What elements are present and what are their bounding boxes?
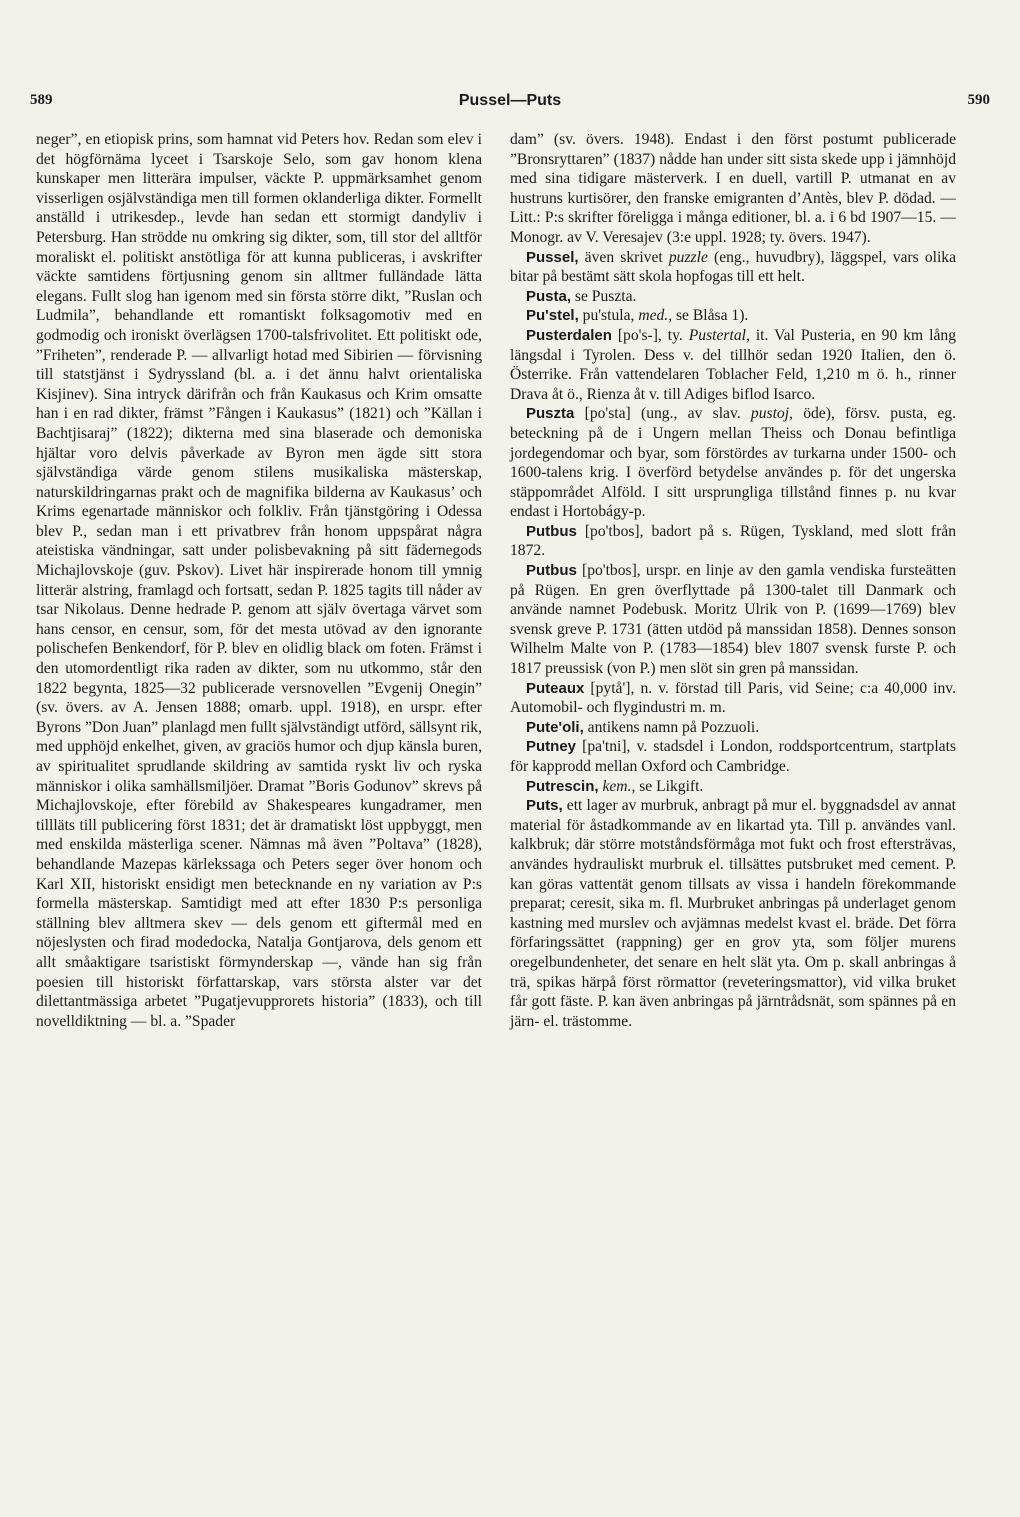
dictionary-entry [510,737,956,776]
entry-headword: Puts, [526,797,563,815]
dictionary-entry [510,306,956,326]
entry-headword: Pute'oli, [526,718,584,736]
entry-headword: Pussel, [526,248,579,266]
dictionary-entry [510,777,956,797]
entry-body: it. Val Pusteria, en 90 km lång längsdal i Tyrolen. Dess v. del tillhör sedan 1920 Italien, den ö. Österrike. Från vattendelaren Toblacher Feld, 1,210 m ö. h., rinner Drava åt ö., Rienza åt v. till Adiges biflod Isarco. [510,326,956,403]
entry-list [510,248,956,1032]
left-column [36,130,482,1031]
page-number-left: 589 [30,92,53,108]
entry-body: [pa'tni], v. stadsdel i London, roddsportcentrum, startplats för kapprodd mellan Oxford och Cambridge. [510,738,956,775]
entry-italic-term: Pustertal, [688,326,750,344]
entry-italic-term: pustoj, [750,405,793,423]
page-title: Pussel—Puts [458,92,562,109]
entry-body: [po'tbos], urspr. en linje av den gamla vendiska fursteätten på Rügen. En gren överflyttade på 1300-talet till Danmark och använde namnet Podebusk. Moritz Ulrik von P. (1699—1769) blev svensk greve P. 1731 (ätten utdöd på manssidan 1858). Dennes sonson Wilhelm Malte von P. (1783—1854) blev 1807 svensk furste P. och 1817 preussisk (von P.) men slöt sin gren på manssidan. [510,562,956,678]
entry-body: se Likgift. [635,777,704,795]
entry-prefix: [po's-], ty. [611,326,689,344]
entry-headword: Puteaux [526,679,585,697]
entry-body: se Blåsa 1). [672,307,749,325]
dictionary-entry [510,326,956,404]
entry-body: öde), försv. pusta, eg. beteckning på de i Ungern mellan Theiss och Donau befintliga jordegendomar och byar, som förstördes av turkarna under 1500- och 1600-talens krig. I överförd betydelse användes p. för det ungerska stäppområdet Alföld. I sitt ursprungliga tillstånd finnes p. nu kvar endast i Hortobágy-p. [510,405,956,521]
entry-body: [pytå'], n. v. förstad till Paris, vid Seine; c:a 40,000 inv. Automobil- och flygindustri m. m. [510,679,956,717]
entry-headword: Pu'stel, [526,307,579,325]
entry-headword: Putbus [526,522,577,540]
pushkin-article-text: neger”, en etiopisk prins, som hamnat vid Peters hov. Redan som elev i det högförnäma lyceet i Tsarskoje Selo, som gav honom klena kunskaper men litterära impulser, väckte P. uppmärksamhet genom visserligen osjälvständiga men till formen oklanderliga dikter. Formellt anställd i utrikesdep., levde han sedan ett stormigt dandyliv i Petersburg. Han strödde nu omkring sig dikter, som, till stor del alltför moraliskt el. politiskt anstötliga för att kunna publiceras, i avskrifter väckte samtidens förtjusning genom sin alltmer fulländade lätta elegans. Fullt slog han igenom med sin första större dikt, ”Ruslan och Ludmila”, behandlande ett romantiskt folksagomotiv med en godmodig och ironiskt överlägsen 1700-talsfrivolitet. Ett politiskt ode, ”Friheten”, renderade P. — allvarligt hotad med Sibirien — förvisning till statstjänst i Sydryssland (bl. a. i det ännu halvt orientaliska Kisjinev). Sina intryck därifrån och från Kaukasus och Krim omsatte han i en rad dikter, främst ”Fången i Kaukasus” (1821) och ”Källan i Bachtjisaraj” (1822); dikterna med sina blaserade och demoniska hjältar voro delvis påverkade av Byron men ägde sitt stora självständiga värde genom stilens musikaliska mästerskap, naturskildringarnas prakt och de magnifika bilderna av Kaukasus’ och Krims egenartade människor och folkliv. Från tjänstgöring i Odessa blev P., sedan man i ett privatbrev från honom uppspårat några ateistiska vändningar, satt under polisbevakning på sitt fädernegods Michajlovskoje (guv. Pskov). Livet här inspirerade honom till ymnig litterär alstring, framlagd och fortsatt, sedan P. 1825 tagits till nåder av tsar Nikolaus. Denne hedrade P. genom att själv övertaga värvet som hans censor, en censur, som, för det mesta utövad av den ignorante polischefen Benkendorf, för P. blev en olidlig black om foten. Främst i den utomordentligt rika raden av dikter, som nu utkommo, står den 1822 begynta, 1825—32 publicerade versnovellen ”Evgenij Onegin” (sv. övers. av A. Jensen 1888; omarb. uppl. 1918), en urspr. efter Byrons ”Don Juan” planlagd men fullt självständigt utförd, sällsynt rik, med upphöjd enkelhet, given, av graciös humor och djup känsla buren, av spiritualitet sprudlande skildring av samtida ryskt liv och ryska människor i olika samhällsmiljöer. Dramat ”Boris Godunov” skrevs på Michajlovskoje, efter förebild av Shakespeares kungadramer, men tillläts till publicering först 1831; det är dramatiskt löst uppbyggt, men med enskilda mästerliga scener. Nämnas må även ”Poltava” (1828), behandlande Mazepas kärlekssaga och Peters seger över honom och Karl XII, historiskt ensidigt men betecknande en ny variation av P:s formella mästerskap. Samtidigt med att efter 1830 P:s personliga ställning blev alltmera skev — dels genom ett giftermål med en nöjeslysten och firad modedocka, Natalja Gontjarova, dels genom ett allt småaktigare tsaristiskt förmynderskap —, vände han sig från poesien till historiskt författarskap, vars största alster var det dilettantmässiga arbetet ”Pugatjevupprorets historia” (1833), och till novelldiktning — bl. a. ”Spader [36,131,482,1030]
right-column [510,130,956,1031]
dictionary-entry [510,287,956,307]
entry-body: ett lager av murbruk, anbragt på mur el. byggnadsdel av annat material för åstadkommande av en likartad yta. Till p. användes vanl. kalkbruk; där större motståndsförmåga mot fukt och frost eftersträvas, användes hydrauliskt murbruk el. tillsättes putsbruket med cement. P. kan göras vattentät genom tillsats av vissa i handeln förekommande preparat; ceresit, sika m. fl. Murbruket anbringas på underlaget genom kastning med murslev och avjämnas medelst kvast el. bräde. Det förra förfaringssättet (rappning) ger en grov yta, som följer murens oregelbundenheter, det senare en helt slät yta. Om p. skall anbringas å trä, spikas härpå först rörmattor (reveteringsmattor), vid vilka bruket får gott fäste. P. kan även anbringas på järntrådsnät, som spännes på en järn- el. trästomme. [510,797,956,1030]
entry-italic-term: puzzle [668,248,708,266]
entry-prefix: [po'sta] (ung., av slav. [574,405,751,423]
entry-italic-term: kem., [602,777,636,795]
entry-headword: Putney [526,738,577,756]
entry-headword: Putrescin, [526,777,599,795]
dictionary-entry [510,796,956,1031]
dictionary-entry [510,522,956,561]
entry-prefix: pu'stula, [578,307,639,325]
pushkin-article-continuation: dam” (sv. övers. 1948). Endast i den först postumt publicerade ”Bronsryttaren” (1837) nådde han under sitt sista skede upp i jämnhöjd med sina tidigare mästerverk. I en duell, vartill P. utmanat en av hustruns kurtisörer, den franske emigranten d’Antès, blev P. dödad. — Litt.: P:s skrifter föreligga i många editioner, bl. a. i 6 bd 1907—15. — Monogr. av V. Veresajev (3:e uppl. 1928; ty. övers. 1947). [510,131,956,246]
dictionary-entry [510,679,956,718]
entry-headword: Puszta [526,405,575,423]
page-header [30,92,990,118]
dictionary-entry [510,248,956,287]
entry-headword: Pusta, [526,287,572,305]
entry-body: (eng., huvudbry), läggspel, vars olika bitar på bestämt sätt skola hopfogas till ett helt. [510,248,957,286]
dictionary-entry [510,404,956,522]
entry-headword: Pusterdalen [526,326,612,344]
entry-body: se Puszta. [571,287,637,305]
entry-body: [po'tbos], badort på s. Rügen, Tyskland, med slott från 1872. [510,522,956,560]
entry-headword: Putbus [526,562,577,580]
entry-italic-term: med., [638,307,673,325]
page-number-right: 590 [967,92,990,108]
dictionary-entry [510,718,956,738]
entry-body: antikens namn på Pozzuoli. [583,718,760,736]
dictionary-entry [510,561,956,679]
entry-prefix: även skrivet [578,248,669,266]
